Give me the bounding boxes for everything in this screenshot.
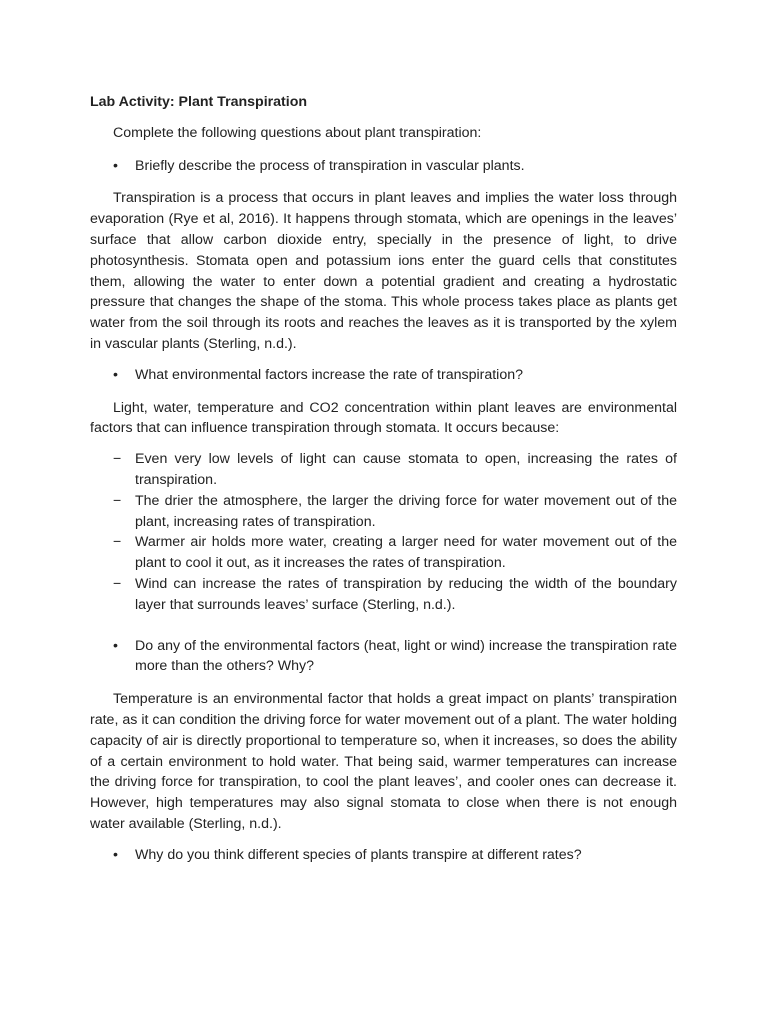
question-3-text: Do any of the environmental factors (heat, light or wind) increase the transpiration rate more than the others? Why? — [135, 637, 677, 675]
factor-item-text: Wind can increase the rates of transpiration by reducing the width of the boundary layer that surrounds leaves’ surface (Sterling, n.d.). — [135, 575, 677, 613]
bullet-icon: • — [113, 637, 118, 654]
question-2-text: What environmental factors increase the rate of transpiration? — [135, 366, 523, 383]
factor-item — [90, 532, 677, 574]
answer-3: Temperature is an environmental factor that holds a great impact on plants’ transpiration rate, as it can condition the driving force for water movement out of a plant. The water holding capacity of air is directly proportional to temperature so, when it increases, so does the ability of a certain environment to hold water. That being said, warmer temperatures can increase the driving force for transpiration, to cool the plant leaves’, and cooler ones can decrease it. However, high temperatures may also signal stomata to close when there is not enough water available (Sterling, n.d.). — [90, 691, 677, 832]
question-2 — [90, 365, 677, 386]
factor-item-text: Warmer air holds more water, creating a larger need for water movement out of the plant to cool it out, as it increases the rates of transpiration. — [135, 534, 677, 572]
dash-icon: − — [113, 575, 122, 592]
factor-item — [90, 449, 677, 491]
question-1-text: Briefly describe the process of transpiration in vascular plants. — [135, 157, 525, 174]
factor-list — [90, 449, 677, 615]
answer-2: Light, water, temperature and CO2 concentration within plant leaves are environmental factors that can influence transpiration through stomata. It occurs because: — [90, 399, 677, 437]
dash-icon: − — [113, 451, 122, 468]
answer-1: Transpiration is a process that occurs in plant leaves and implies the water loss through evaporation (Rye et al, 2016). It happens through stomata, which are openings in the leaves’ surface that allow carbon dioxide entry, specially in the presence of light, to drive photosynthesis. Stomata open and potassium ions enter the guard cells that constitutes them, allowing the water to enter down a potential gradient and creating a hydrostatic pressure that changes the shape of the stoma. This whole process takes place as plants get water from the soil through its roots and reaches the leaves as it is transported by the xylem in vascular plants (Sterling, n.d.). — [90, 190, 677, 352]
intro-text: Complete the following questions about plant transpiration: — [113, 124, 482, 141]
spacer — [90, 626, 677, 636]
factor-item-text: Even very low levels of light can cause stomata to open, increasing the rates of transpiration. — [135, 451, 677, 488]
factor-item — [90, 574, 677, 616]
bullet-icon: • — [113, 366, 118, 383]
factor-item-text: The drier the atmosphere, the larger the driving force for water movement out of the plant, increasing rates of transpiration. — [135, 492, 677, 530]
bullet-icon: • — [113, 157, 118, 174]
document-title: Lab Activity: Plant Transpiration — [90, 94, 308, 110]
document-page — [90, 92, 677, 878]
bullet-icon: • — [113, 846, 118, 863]
question-1 — [90, 156, 677, 177]
question-4 — [90, 845, 677, 866]
dash-icon: − — [113, 492, 122, 509]
question-4-text: Why do you think different species of plants transpire at different rates? — [135, 846, 582, 863]
question-3 — [90, 636, 677, 678]
factor-item — [90, 491, 677, 533]
dash-icon: − — [113, 534, 122, 551]
